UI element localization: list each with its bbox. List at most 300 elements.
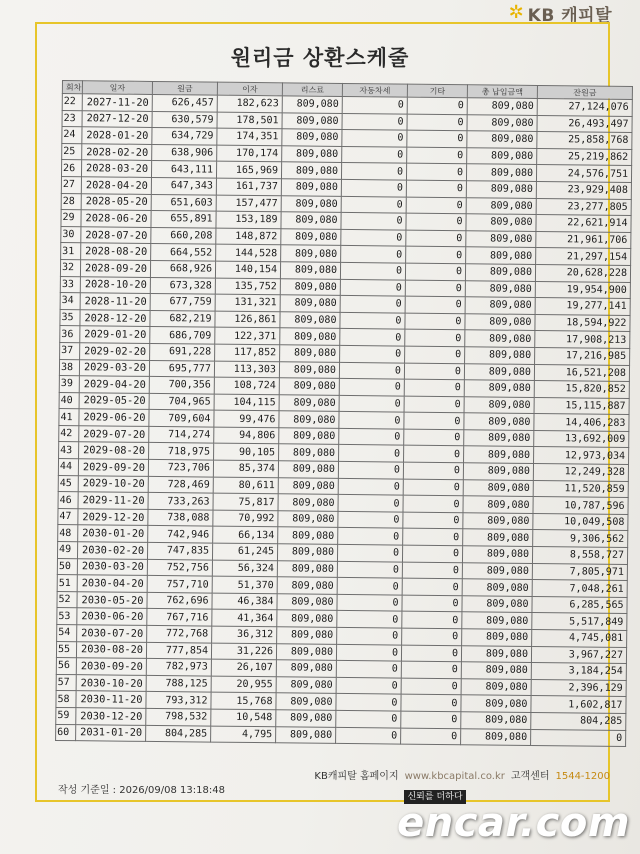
cell-total-payment: 809,080 (462, 596, 532, 613)
cell-date: 2030-08-20 (76, 641, 146, 658)
contact-info (314, 767, 610, 782)
cell-interest: 75,817 (213, 493, 278, 510)
cell-date: 2029-11-20 (78, 492, 148, 509)
cell-total-payment: 809,080 (466, 164, 536, 181)
cell-lease-fee: 809,080 (276, 643, 336, 660)
cell-lease-fee: 809,080 (280, 278, 340, 295)
cell-lease-fee: 809,080 (279, 378, 339, 395)
cell-interest: 157,477 (216, 195, 281, 212)
cell-principal: 630,579 (152, 111, 217, 128)
cell-no: 29 (61, 210, 81, 227)
cell-date: 2029-01-20 (80, 326, 150, 343)
cell-principal: 723,706 (148, 459, 213, 476)
cell-interest: 31,226 (211, 643, 276, 660)
column-header-date: 일자 (82, 81, 152, 95)
cell-date: 2029-07-20 (79, 426, 149, 443)
cell-car-tax: 0 (342, 113, 407, 130)
cell-lease-fee: 809,080 (282, 112, 342, 129)
cell-car-tax: 0 (341, 179, 406, 196)
cell-lease-fee: 809,080 (279, 394, 339, 411)
cell-lease-fee: 809,080 (282, 146, 342, 163)
star-icon: ✲ (508, 2, 524, 23)
cell-car-tax: 0 (337, 578, 402, 595)
cell-interest: 90,105 (214, 444, 279, 461)
cell-total-payment: 809,080 (465, 330, 535, 347)
cell-remaining-principal: 12,973,034 (534, 447, 629, 465)
cell-car-tax: 0 (336, 644, 401, 661)
cell-interest: 131,321 (215, 294, 280, 311)
cell-total-payment: 809,080 (467, 131, 537, 148)
encar-watermark: encar.com (397, 800, 630, 846)
cell-principal: 804,285 (146, 725, 211, 742)
cell-other: 0 (401, 728, 461, 745)
cell-total-payment: 809,080 (463, 529, 533, 546)
cell-lease-fee: 809,080 (280, 345, 340, 362)
column-header-total-payment: 총 납입금액 (467, 85, 537, 99)
cell-lease-fee: 809,080 (281, 162, 341, 179)
cell-car-tax: 0 (336, 710, 401, 727)
cell-date: 2028-06-20 (81, 210, 151, 227)
cell-car-tax: 0 (341, 213, 406, 230)
cell-car-tax: 0 (339, 379, 404, 396)
cell-total-payment: 809,080 (461, 678, 531, 695)
cell-lease-fee: 809,080 (279, 444, 339, 461)
cell-car-tax: 0 (339, 412, 404, 429)
cell-total-payment: 809,080 (464, 380, 534, 397)
cell-total-payment: 809,080 (462, 629, 532, 646)
cell-remaining-principal: 3,184,254 (531, 663, 626, 681)
cell-no: 58 (56, 691, 76, 708)
cell-interest: 10,548 (211, 709, 276, 726)
cell-interest: 36,312 (212, 626, 277, 643)
cell-lease-fee: 809,080 (276, 710, 336, 727)
cell-car-tax: 0 (337, 544, 402, 561)
cell-principal: 738,088 (148, 509, 213, 526)
cell-remaining-principal: 16,521,208 (534, 364, 629, 382)
document-title: 원리금 상환스케줄 (230, 46, 410, 70)
cell-remaining-principal: 9,306,562 (533, 530, 628, 548)
cell-principal: 714,274 (149, 426, 214, 443)
cell-car-tax: 0 (337, 594, 402, 611)
cell-principal: 660,208 (151, 227, 216, 244)
cell-date: 2028-11-20 (80, 293, 150, 310)
cell-date: 2029-06-20 (79, 409, 149, 426)
cell-remaining-principal: 27,124,076 (537, 98, 632, 116)
cell-remaining-principal: 3,967,227 (531, 646, 626, 664)
cell-lease-fee: 809,080 (281, 245, 341, 262)
cell-car-tax: 0 (336, 727, 401, 744)
cell-date: 2028-01-20 (82, 127, 152, 144)
cell-principal: 668,926 (150, 260, 215, 277)
cell-remaining-principal: 23,277,805 (536, 198, 631, 216)
cell-remaining-principal: 2,396,129 (531, 679, 626, 697)
cell-total-payment: 809,080 (466, 247, 536, 264)
cell-remaining-principal: 0 (531, 729, 626, 747)
cell-no: 41 (59, 409, 79, 426)
cell-car-tax: 0 (340, 296, 405, 313)
cell-lease-fee: 809,080 (277, 627, 337, 644)
cell-interest: 46,384 (212, 593, 277, 610)
cell-no: 34 (60, 293, 80, 310)
column-header-other: 기타 (407, 84, 467, 98)
cell-total-payment: 809,080 (465, 347, 535, 364)
cell-total-payment: 809,080 (461, 695, 531, 712)
cell-other: 0 (407, 97, 467, 114)
cell-other: 0 (405, 346, 465, 363)
cell-other: 0 (402, 595, 462, 612)
cell-lease-fee: 809,080 (280, 262, 340, 279)
cell-total-payment: 809,080 (464, 446, 534, 463)
cell-principal: 782,973 (146, 659, 211, 676)
cell-remaining-principal: 10,787,596 (533, 497, 628, 515)
cell-no: 24 (62, 127, 82, 144)
cell-principal: 757,710 (147, 576, 212, 593)
cell-interest: 126,861 (215, 311, 280, 328)
cell-interest: 85,374 (213, 460, 278, 477)
created-value: 2026/09/08 13:18:48 (119, 785, 225, 796)
cell-remaining-principal: 13,692,009 (534, 430, 629, 448)
cell-no: 43 (59, 442, 79, 459)
cell-other: 0 (406, 230, 466, 247)
cell-total-payment: 809,080 (463, 463, 533, 480)
cell-other: 0 (406, 213, 466, 230)
cell-remaining-principal: 19,277,141 (535, 298, 630, 316)
cell-other: 0 (402, 545, 462, 562)
cell-interest: 4,795 (211, 726, 276, 743)
cell-other: 0 (407, 114, 467, 131)
cell-total-payment: 809,080 (462, 546, 532, 563)
cell-total-payment: 809,080 (466, 197, 536, 214)
cell-other: 0 (404, 379, 464, 396)
cell-principal: 747,835 (147, 542, 212, 559)
cell-total-payment: 809,080 (462, 612, 532, 629)
cell-other: 0 (407, 130, 467, 147)
cell-lease-fee: 809,080 (279, 428, 339, 445)
cell-date: 2030-06-20 (77, 608, 147, 625)
cell-no: 37 (60, 342, 80, 359)
cell-interest: 20,955 (211, 676, 276, 693)
cell-remaining-principal: 7,048,261 (532, 580, 627, 598)
cell-date: 2028-10-20 (80, 276, 150, 293)
cell-other: 0 (404, 429, 464, 446)
cell-date: 2029-10-20 (78, 475, 148, 492)
cell-other: 0 (402, 562, 462, 579)
cell-car-tax: 0 (336, 677, 401, 694)
cell-interest: 165,969 (216, 161, 281, 178)
cell-total-payment: 809,080 (465, 297, 535, 314)
cell-no: 31 (61, 243, 81, 260)
cell-no: 36 (60, 326, 80, 343)
cell-car-tax: 0 (336, 661, 401, 678)
cell-other: 0 (406, 163, 466, 180)
column-header-interest: 이자 (217, 82, 282, 96)
cell-other: 0 (403, 495, 463, 512)
cell-car-tax: 0 (338, 528, 403, 545)
cell-no: 48 (58, 525, 78, 542)
slogan-badge: 신뢰를 더하다 (404, 790, 466, 804)
cell-no: 54 (57, 624, 77, 641)
cell-interest: 182,623 (217, 95, 282, 112)
cell-car-tax: 0 (342, 146, 407, 163)
cell-car-tax: 0 (342, 96, 407, 113)
cell-no: 25 (62, 143, 82, 160)
cell-date: 2030-10-20 (76, 674, 146, 691)
cell-remaining-principal: 12,249,328 (533, 464, 628, 482)
cell-other: 0 (403, 512, 463, 529)
cell-remaining-principal: 23,929,408 (536, 181, 631, 199)
cell-car-tax: 0 (339, 395, 404, 412)
cell-lease-fee: 809,080 (281, 195, 341, 212)
cell-no: 33 (60, 276, 80, 293)
cell-car-tax: 0 (341, 246, 406, 263)
cell-interest: 61,245 (212, 543, 277, 560)
cell-total-payment: 809,080 (467, 148, 537, 165)
cell-interest: 104,115 (214, 394, 279, 411)
cell-date: 2028-04-20 (81, 177, 151, 194)
cell-remaining-principal: 26,493,497 (537, 115, 632, 133)
cell-car-tax: 0 (340, 279, 405, 296)
cell-no: 51 (57, 575, 77, 592)
cell-remaining-principal: 18,594,922 (535, 314, 630, 332)
cell-date: 2028-03-20 (81, 160, 151, 177)
cell-lease-fee: 809,080 (277, 594, 337, 611)
cell-other: 0 (405, 329, 465, 346)
cell-lease-fee: 809,080 (280, 328, 340, 345)
homepage-label: KB캐피탈 홈페이지 (314, 771, 399, 782)
cell-interest: 80,611 (213, 477, 278, 494)
cell-no: 40 (59, 392, 79, 409)
created-label: 작성 기준일 : (58, 785, 117, 796)
column-header-lease-fee: 리스료 (282, 83, 342, 97)
cell-interest: 117,852 (215, 344, 280, 361)
cell-total-payment: 809,080 (465, 313, 535, 330)
cell-no: 59 (56, 707, 76, 724)
cell-total-payment: 809,080 (464, 413, 534, 430)
cell-principal: 655,891 (151, 211, 216, 228)
repayment-schedule-table (55, 80, 633, 747)
cell-car-tax: 0 (342, 130, 407, 147)
cell-car-tax: 0 (340, 312, 405, 329)
cell-principal: 626,457 (152, 94, 217, 111)
cell-interest: 66,134 (213, 527, 278, 544)
cell-interest: 178,501 (217, 112, 282, 129)
cell-car-tax: 0 (339, 362, 404, 379)
cell-car-tax: 0 (341, 163, 406, 180)
cell-date: 2028-07-20 (81, 226, 151, 243)
cell-lease-fee: 809,080 (278, 494, 338, 511)
cell-total-payment: 809,080 (465, 280, 535, 297)
cell-car-tax: 0 (338, 495, 403, 512)
table-body (56, 94, 633, 747)
cell-interest: 140,154 (215, 261, 280, 278)
cell-car-tax: 0 (337, 561, 402, 578)
cell-lease-fee: 809,080 (281, 212, 341, 229)
cell-no: 55 (56, 641, 76, 658)
cell-lease-fee: 809,080 (276, 726, 336, 743)
cell-interest: 174,351 (217, 128, 282, 145)
cell-date: 2030-01-20 (78, 525, 148, 542)
logo-text: KB 캐피탈 (527, 5, 612, 26)
cell-interest: 153,189 (216, 211, 281, 228)
cell-interest: 113,303 (214, 361, 279, 378)
cell-remaining-principal: 7,805,971 (532, 563, 627, 581)
column-header-principal: 원금 (152, 81, 217, 95)
cell-principal: 798,532 (146, 708, 211, 725)
cell-lease-fee: 809,080 (278, 527, 338, 544)
cell-date: 2029-12-20 (78, 509, 148, 526)
cell-principal: 793,312 (146, 692, 211, 709)
cell-interest: 170,174 (217, 145, 282, 162)
cell-interest: 144,528 (216, 244, 281, 261)
cell-remaining-principal: 17,908,213 (535, 331, 630, 349)
cell-total-payment: 809,080 (467, 98, 537, 115)
cell-remaining-principal: 19,954,900 (535, 281, 630, 299)
cell-remaining-principal: 15,115,887 (534, 397, 629, 415)
cell-remaining-principal: 8,558,727 (532, 546, 627, 564)
cell-no: 30 (61, 226, 81, 243)
cell-no: 52 (57, 591, 77, 608)
cell-interest: 26,107 (211, 659, 276, 676)
created-date (58, 781, 225, 796)
cell-remaining-principal: 4,745,081 (532, 629, 627, 647)
cell-interest: 161,737 (216, 178, 281, 195)
cell-date: 2028-02-20 (82, 143, 152, 160)
cell-principal: 762,696 (147, 592, 212, 609)
cell-other: 0 (403, 462, 463, 479)
cell-other: 0 (403, 529, 463, 546)
cell-other: 0 (404, 446, 464, 463)
cell-no: 53 (57, 608, 77, 625)
cell-other: 0 (401, 711, 461, 728)
cell-other: 0 (406, 180, 466, 197)
column-header-car-tax: 자동차세 (342, 83, 407, 97)
cell-interest: 108,724 (214, 377, 279, 394)
cell-date: 2027-12-20 (82, 110, 152, 127)
cell-car-tax: 0 (340, 262, 405, 279)
cell-principal: 643,111 (151, 161, 216, 178)
cell-date: 2030-03-20 (77, 558, 147, 575)
cell-principal: 691,228 (150, 343, 215, 360)
cell-car-tax: 0 (338, 511, 403, 528)
cell-remaining-principal: 14,406,283 (534, 414, 629, 432)
cell-principal: 647,343 (151, 177, 216, 194)
cell-date: 2029-05-20 (79, 392, 149, 409)
cell-car-tax: 0 (341, 229, 406, 246)
cell-remaining-principal: 25,858,768 (537, 132, 632, 150)
cell-total-payment: 809,080 (464, 363, 534, 380)
cell-date: 2029-02-20 (80, 343, 150, 360)
cell-remaining-principal: 804,285 (531, 712, 626, 730)
cell-lease-fee: 809,080 (278, 461, 338, 478)
cell-total-payment: 809,080 (463, 496, 533, 513)
cell-no: 46 (58, 492, 78, 509)
cell-car-tax: 0 (339, 428, 404, 445)
cell-other: 0 (403, 479, 463, 496)
cell-lease-fee: 809,080 (279, 361, 339, 378)
cell-other: 0 (401, 678, 461, 695)
cell-total-payment: 809,080 (463, 513, 533, 530)
cell-no: 44 (58, 459, 78, 476)
cell-remaining-principal: 25,219,862 (537, 148, 632, 166)
cell-total-payment: 809,080 (467, 114, 537, 131)
cell-total-payment: 809,080 (466, 214, 536, 231)
cell-total-payment: 809,080 (464, 396, 534, 413)
cell-other: 0 (405, 263, 465, 280)
cell-interest: 148,872 (216, 228, 281, 245)
cell-remaining-principal: 20,628,228 (535, 264, 630, 282)
cell-no: 22 (62, 94, 82, 111)
cell-principal: 695,777 (149, 360, 214, 377)
cell-other: 0 (405, 280, 465, 297)
cell-principal: 777,854 (146, 642, 211, 659)
cell-principal: 718,975 (149, 443, 214, 460)
cell-other: 0 (401, 645, 461, 662)
cell-other: 0 (402, 611, 462, 628)
cell-interest: 70,992 (213, 510, 278, 527)
cell-date: 2029-08-20 (79, 442, 149, 459)
cell-no: 26 (61, 160, 81, 177)
cell-no: 28 (61, 193, 81, 210)
cell-total-payment: 809,080 (462, 579, 532, 596)
cell-principal: 742,946 (148, 526, 213, 543)
cell-no: 23 (62, 110, 82, 127)
cell-car-tax: 0 (338, 461, 403, 478)
cell-interest: 41,364 (212, 610, 277, 627)
cell-principal: 772,768 (147, 625, 212, 642)
column-header-no: 회차 (62, 81, 82, 94)
cell-date: 2028-12-20 (80, 309, 150, 326)
cell-principal: 677,759 (150, 294, 215, 311)
cell-lease-fee: 809,080 (280, 312, 340, 329)
cell-other: 0 (407, 147, 467, 164)
cell-other: 0 (406, 246, 466, 263)
cell-lease-fee: 809,080 (277, 560, 337, 577)
cell-car-tax: 0 (336, 694, 401, 711)
column-header-remaining-principal: 잔원금 (537, 85, 632, 99)
cell-principal: 704,965 (149, 393, 214, 410)
cell-date: 2029-04-20 (79, 376, 149, 393)
cell-date: 2030-05-20 (77, 591, 147, 608)
cell-interest: 99,476 (214, 410, 279, 427)
cell-no: 60 (56, 724, 76, 741)
cell-total-payment: 809,080 (466, 230, 536, 247)
cell-principal: 651,603 (151, 194, 216, 211)
cell-car-tax: 0 (340, 329, 405, 346)
cell-no: 35 (60, 309, 80, 326)
cell-interest: 15,768 (211, 692, 276, 709)
cell-date: 2030-09-20 (76, 658, 146, 675)
cell-date: 2029-03-20 (79, 359, 149, 376)
cell-lease-fee: 809,080 (278, 511, 338, 528)
cell-other: 0 (401, 694, 461, 711)
cell-other: 0 (401, 661, 461, 678)
cell-principal: 634,729 (152, 128, 217, 145)
cell-principal: 709,604 (149, 410, 214, 427)
cell-remaining-principal: 1,602,817 (531, 696, 626, 714)
cell-date: 2030-04-20 (77, 575, 147, 592)
cell-principal: 752,756 (147, 559, 212, 576)
cell-principal: 664,552 (151, 244, 216, 261)
cell-interest: 94,806 (214, 427, 279, 444)
cell-principal: 638,906 (152, 144, 217, 161)
cell-other: 0 (405, 313, 465, 330)
cell-date: 2029-09-20 (78, 459, 148, 476)
cell-interest: 122,371 (215, 327, 280, 344)
cell-remaining-principal: 5,517,849 (532, 613, 627, 631)
cell-total-payment: 809,080 (466, 181, 536, 198)
cell-other: 0 (406, 197, 466, 214)
support-phone: 1544-1200 (555, 771, 610, 782)
